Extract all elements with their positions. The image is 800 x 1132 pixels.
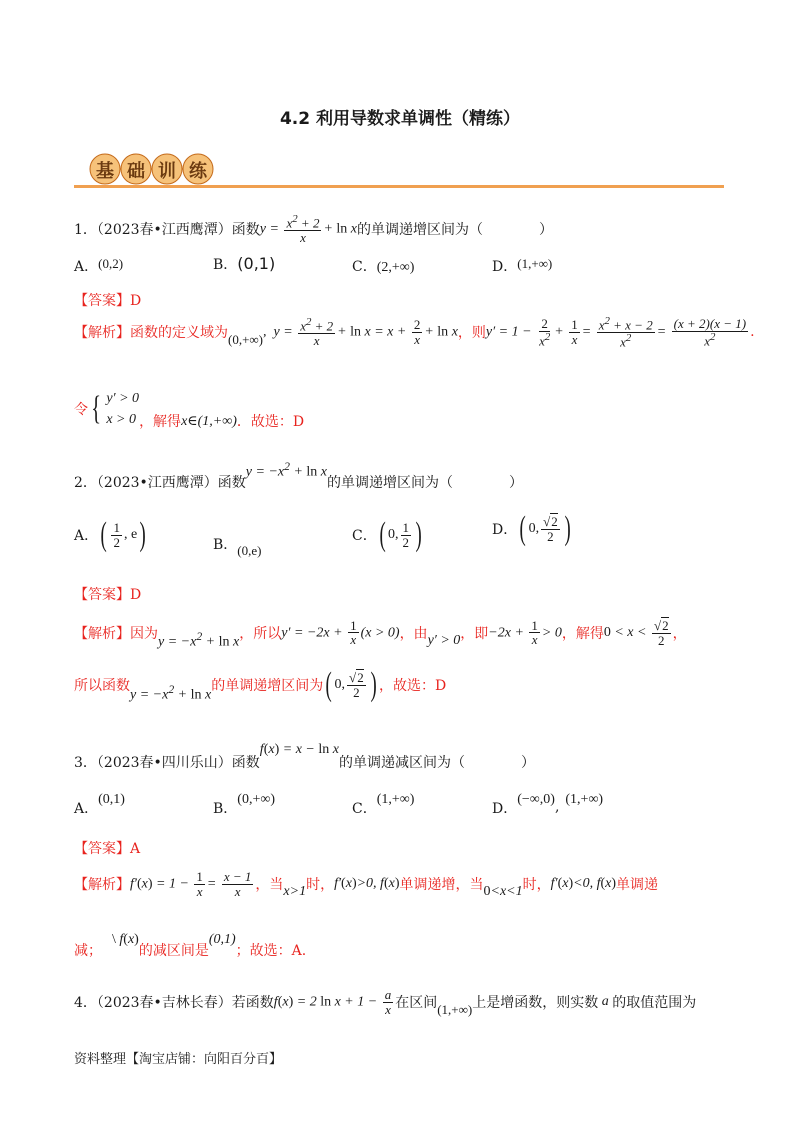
q1-system: { y′ > 0 x > 0 xyxy=(91,390,140,427)
q1-option-c: C．(2,+∞) xyxy=(352,259,415,275)
q1-stem-text-2: 的单调递增区间为（ ） xyxy=(357,222,554,239)
q2-ineq: −2x + $\frac{1}{x}$ > 0 xyxy=(488,617,562,648)
q1-analysis-text: 函数的定义域为 xyxy=(130,325,228,342)
page-title: 4.2 利用导数求单调性（精练） xyxy=(279,109,521,129)
q1-option-d: D．(1,+∞) xyxy=(492,256,553,275)
q2-ie: ，即 xyxy=(460,625,489,642)
q3-analysis-line2 xyxy=(74,930,307,959)
q2-choice: ，故选：D xyxy=(379,678,447,694)
q4-stem-text-4: 的取值范围为 xyxy=(612,995,697,1012)
q2-so: ，所以 xyxy=(239,625,282,642)
q2-analysis-label: 【解析】 xyxy=(74,625,130,642)
q3-then-2: 时， xyxy=(522,877,551,894)
q3-answer: 【答案】A xyxy=(74,841,141,857)
footer: 资料整理【淘宝店铺：向阳百分百】 xyxy=(74,1052,283,1067)
q3-cond-1: x>1 xyxy=(283,884,307,900)
q2-analysis-line2 xyxy=(74,668,446,702)
q3-option-d: D．(−∞,0), (1,+∞) xyxy=(492,792,604,817)
q1-function: y = $\frac{x^2 + 2}{x}$ + ln x xyxy=(259,213,358,245)
q2-so-fn: 所以函数 xyxy=(74,678,130,694)
q1-then: ，则 xyxy=(457,325,486,342)
q2-expr-1: $y = -x^2 + \ln x$ xyxy=(158,630,240,651)
q4-stem-text-3: 上是增函数，则实数 xyxy=(472,995,599,1012)
q4-param: a xyxy=(598,994,613,1010)
q2-interval: ( 0, $\frac{√2}{2}$ ) xyxy=(325,666,377,703)
q2-stem-text-2: 的单调递增区间为（ ） xyxy=(327,475,524,492)
q3-analysis xyxy=(74,870,658,898)
q1-let: 令 xyxy=(74,402,88,418)
q2-solve: ，解得 xyxy=(561,625,604,642)
q2-range: 0 < x < $\frac{√2}{2}$ xyxy=(603,618,669,648)
q3-inc: 单调递增，当 xyxy=(399,877,484,894)
q2-from: ，由 xyxy=(399,625,428,642)
q3-option-c: C．(1,+∞) xyxy=(352,792,415,817)
q2-stem xyxy=(74,460,524,492)
q3-fx: \ f(x) xyxy=(112,932,139,947)
q2-answer: 【答案】D xyxy=(74,587,142,603)
q2-analysis: 【解析】 因为 $y = -x^2 + \ln x$ ，所以 y′ = −2x + $\frac{1}{x}$ (x > 0) ，由 y′ > 0 ，即 −2x + $\frac{1}{x}$ > 0 ，解得 0 < x < $\frac{√2}{2}$ ， xyxy=(74,617,687,651)
q4-stem xyxy=(74,988,696,1016)
q4-interval: (1,+∞) xyxy=(437,1002,473,1018)
q3-derivative: f′(x) = 1 − $\frac{1}{x}$ = $\frac{x - 1}{x}$ xyxy=(130,869,252,899)
q2-inc-interval: 的单调递增区间为 xyxy=(211,678,324,694)
q3-function: f(x) = x − ln x xyxy=(259,742,339,757)
q3-choice: ；故选：A. xyxy=(235,943,307,959)
q2-because: 因为 xyxy=(130,625,158,642)
q2-stem-text: 2．（2023•江西鹰潭）函数 xyxy=(74,475,246,492)
q2-option-c-value: ( 0, $\frac{1}{2}$ ) xyxy=(379,516,422,553)
q3-option-b: B．(0,+∞) xyxy=(213,792,275,817)
q2-option-d-value: ( 0, $\frac{√2}{2}$ ) xyxy=(519,510,571,547)
q1-stem-text: 1．（2023春•江西鹰潭）函数 xyxy=(74,222,260,239)
q1-solve: ，解得 xyxy=(139,414,182,430)
q3-sign-1: f′(x)>0, f(x) xyxy=(334,876,400,892)
q2-option-a-value: ( $\frac{1}{2}$ , e) xyxy=(100,516,146,553)
section-label: 基础训练 xyxy=(96,161,220,182)
q1-option-a: A．(0,2) xyxy=(74,256,124,275)
q2-function: $y = -x^2 + \ln x$ xyxy=(245,460,328,480)
q1-option-b: B．(0,1) xyxy=(213,254,276,273)
q3-option-a: A．(0,1) xyxy=(74,792,125,817)
q2-option-b: B．(0,e) xyxy=(213,537,262,558)
q4-stem-text: 4．（2023春•吉林长春）若函数 xyxy=(74,995,274,1012)
q2-expr-2: $y = -x^2 + \ln x$ xyxy=(130,682,212,703)
q1-domain: (0,+∞) xyxy=(228,332,264,348)
q2-option-c: C． ( 0, $\frac{1}{2}$ ) xyxy=(352,518,424,552)
q2-cond: y′ > 0 xyxy=(427,632,461,648)
q3-cond-2: 0<x<1 xyxy=(483,884,523,900)
q1-answer: 【答案】D xyxy=(74,293,142,309)
q1-analysis: 【解析】 函数的定义域为 (0,+∞) , y = $\frac{x^2 + 2}{x}$ + ln x = x + $\frac{2}{x}$ + ln x ，则 y′ = 1 − $\frac{2}{x^2}$ + $\frac{1}{x}$ = $\frac{x^2 + x - 2}{x^2}$ = $\frac{(x + 2)(x - 1)}{x^2}$ . xyxy=(74,315,755,350)
q3-dec-end: 减； xyxy=(74,943,102,959)
q3-stem-text: 3．（2023春•四川乐山）函数 xyxy=(74,755,260,771)
q3-dec-interval: 的减区间是 xyxy=(138,943,209,959)
q1-stem xyxy=(74,214,553,245)
q1-solution-set: x∈(1,+∞) xyxy=(181,413,237,429)
q2-derivative: y′ = −2x + $\frac{1}{x}$ (x > 0) xyxy=(281,617,400,648)
q4-stem-text-2: 在区间 xyxy=(395,995,438,1012)
q3-stem-text-2: 的单调递减区间为（ ） xyxy=(338,755,535,771)
q3-interval: (0,1) xyxy=(208,932,236,947)
q3-analysis-label: 【解析】 xyxy=(74,877,130,894)
q2-option-a: A． ( $\frac{1}{2}$ , e) xyxy=(74,518,149,552)
q1-derivative: y′ = 1 − $\frac{2}{x^2}$ + $\frac{1}{x}$ = $\frac{x^2 + x - 2}{x^2}$ = $\frac{(x + 2)(x - 1)}{x^2}$ xyxy=(485,315,747,350)
section-rule xyxy=(74,185,724,188)
q1-analysis-label: 【解析】 xyxy=(74,325,130,342)
q3-sign-2: f′(x)<0, f(x) xyxy=(550,876,617,892)
q3-stem xyxy=(74,742,535,771)
q4-function: f(x) = 2 ln x + 1 − $\frac{a}{x}$ xyxy=(273,987,392,1017)
q1-derivation: , y = $\frac{x^2 + 2}{x}$ + ln x = x + $\frac{2}{x}$ + ln x xyxy=(263,316,458,349)
q1-analysis-line2 xyxy=(74,388,304,430)
q2-option-d: D． ( 0, $\frac{√2}{2}$ ) xyxy=(492,512,573,546)
q1-choice: ．故选：D xyxy=(236,414,305,430)
q3-when-1: ，当 xyxy=(255,877,284,894)
q3-dec: 单调递 xyxy=(616,877,659,894)
q3-then-1: 时， xyxy=(306,877,335,894)
